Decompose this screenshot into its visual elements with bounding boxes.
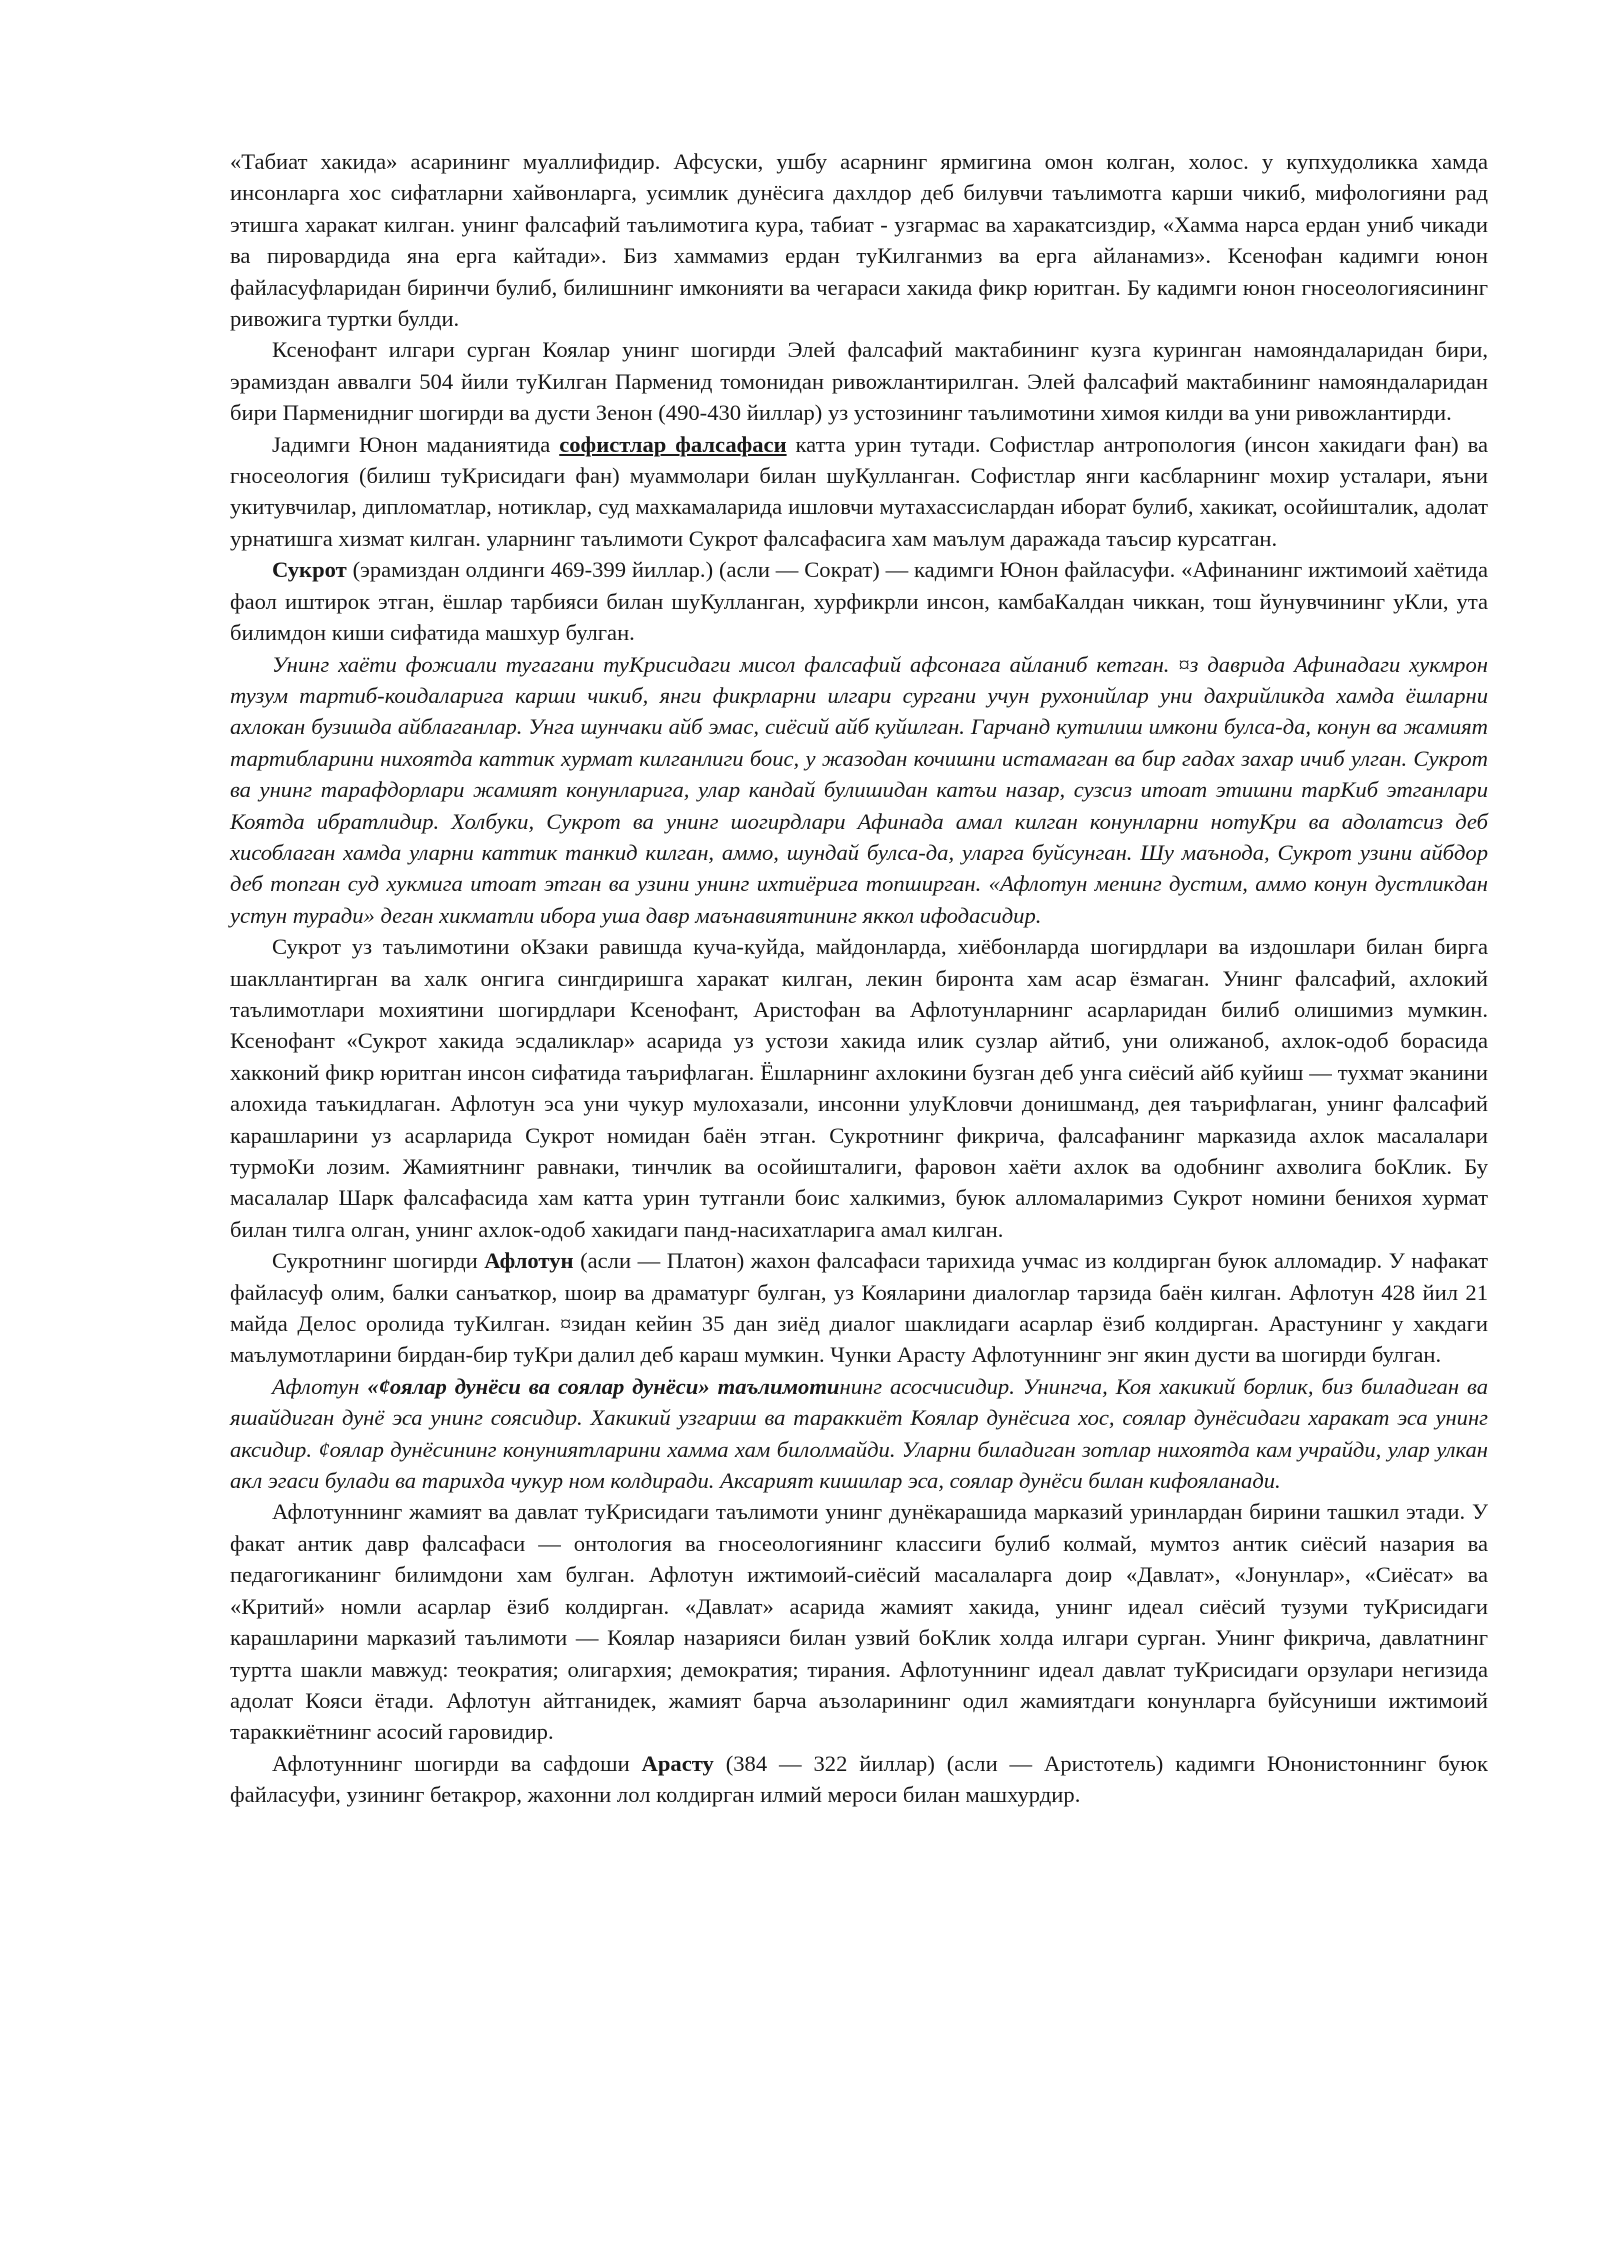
paragraph-10-body: (384 — 322 йиллар) (асли — Аристотель) кадимги Юнонистоннинг буюк файласуфи, узининг бетакрор, жахонни лол колдирган илмий мероси билан машхурдир. (230, 1750, 1488, 1808)
document-page (230, 146, 1488, 1811)
paragraph-4-body: (эрамиздан олдинги 469-399 йиллар.) (асли — Сократ) — кадимги Юнон файласуфи. «Афинанинг ижтимоий хаётида фаол иштирок этган, ёшлар тарбияси билан шуКулланган, хурфикрли инсон, камбаКалдан чиккан, тош йунувчининг уКли, ута билимдон киши сифатида машхур булган. (230, 557, 1488, 646)
paragraph-1: «Табиат хакида» асарининг муаллифидир. Афсуски, ушбу асарнинг ярмигина омон колган, холос. у купхудоликка хамда инсонларга хос сифатларни хайвонларга, усимлик дунёсига дахлдор деб билувчи таълимотга карши чикиб, мифологияни рад этишга харакат килган. унинг фалсафий таълимотига кура, табиат - узгармас ва харакатсиздир, «Хамма нарса ердан униб чикади ва пировардида яна ерга кайтади». Биз хаммамиз ердан туКилганмиз ва ерга айланамиз». Ксенофан кадимги юнон файласуфларидан биринчи булиб, билишнинг имконияти ва чегараси хакида фикр юритган. Бу кадимги юнон гносеологиясининг ривожига туртки булди. (230, 149, 1488, 332)
paragraph-8-lead: Афлотун (272, 1373, 368, 1399)
paragraph-5: Унинг хаёти фожиали тугагани туКрисидаги мисол фалсафий афсонага айланиб кетган. ¤з даврида Афинадаги хукмрон тузум тартиб-коидаларига карши чикиб, янги фикрларни илгари сургани учун рухонийлар уни дахрийликда хамда ёшларни ахлокан бузишда айблаганлар. Унга шунчаки айб эмас, сиёсий айб куйилган. Гарчанд кутилиш имкони булса-да, конун ва жамият тартибларини нихоятда каттик хурмат килганлиги боис, у жазодан кочишни истамаган ва бир гадах захар ичиб улган. Сукрот ва унинг тарафдорлари жамият конунларига, улар кандай булишидан катъи назар, сузсиз итоат этишни тарКиб этганлари Коятда ибратлидир. Холбуки, Сукрот ва унинг шогирдлари Афинада амал килган конунларни нотуКри ва адолатсиз деб хисоблаган хамда уларни каттик танкид килган, аммо, шундай булса-да, уларга буйсунган. Шу маънода, Сукрот узини айбдор деб топган суд хукмига итоат этган ва узини унинг ихтиёрига топширган. «Афлотун менинг дустим, аммо конун дустликдан устун туради» деган хикматли ибора уша давр маънавиятининг яккол ифодасидир. (230, 651, 1488, 928)
paragraph-2: Ксенофант илгари сурган Коялар унинг шогирди Элей фалсафий мактабининг кузга куринган намояндаларидан бири, эрамиздан аввалги 504 йили туКилган Парменид томонидан ривожлантирилган. Элей фалсафий мактабининг намояндаларидан бири Парменидниг шогирди ва дусти Зенон (490-430 йиллар) уз устозининг таълимотини химоя килди ва уни ривожлантирди. (230, 337, 1488, 426)
paragraph-3 (230, 429, 1488, 555)
paragraph-9: Афлотуннинг жамият ва давлат туКрисидаги таълимоти унинг дунёкарашида марказий уринлардан бирини ташкил этади. У факат антик давр фалсафаси — онтология ва гносеологиянинг классиги булиб колмай, мумтоз антик сиёсий назария ва педагогиканинг билимдони хам булган. Афлотун ижтимоий-сиёсий масалаларга доир «Давлат», «Јонунлар», «Сиёсат» ва «Критий» номли асарлар ёзиб колдирган. «Давлат» асарида жамият хакида, унинг идеал сиёсий тузуми туКрисидаги карашларини марказий таълимоти — Коялар назарияси билан узвий боКлик холда илгари сурган. Унинг фикрича, давлатнинг туртта шакли мавжуд: теократия; олигархия; демократия; тирания. Афлотуннинг идеал давлат туКрисидаги орзулари негизида адолат Кояси ётади. Афлотун айтганидек, жамият барча аъзоларининг одил жамиятдаги конунларга буйсуниши ижтимоий тараккиётнинг асосий гаровидир. (230, 1499, 1488, 1745)
paragraph-6: Сукрот уз таълимотини оКзаки равишда куча-куйда, майдонларда, хиёбонларда шогирдлари ва издошлари билан бирга шакллантирган ва халк онгига сингдиришга харакат килган, лекин биронта хам асар ёзмаган. Унинг фалсафий, ахлокий таълимотлари мохиятини шогирдлари Ксенофант, Аристофан ва Афлотунларнинг асарларидан билиб олишимиз мумкин. Ксенофант «Сукрот хакида эсдаликлар» асарида уз устози хакида илик сузлар айтиб, уни олижаноб, ахлок-одоб борасида хакконий фикр юритган инсон сифатида таърифлаган. Ёшларнинг ахлокини бузган деб унга сиёсий айб куйиш — тухмат эканини алохида таъкидлаган. Афлотун эса уни чукур мулохазали, инсонни улуКловчи донишманд, дея таърифлаган, унинг фалсафий карашларини уз асарларида Сукрот номидан баён этган. Сукротнинг фикрича, фалсафанинг марказида ахлок масалалари турмоКи лозим. Жамиятнинг равнаки, тинчлик ва осойишталиги, фаровон хаёти ахлок ва одобнинг ахволига боКлик. Бу масалалар Шарк фалсафасида хам катта урин тутганли боис халкимиз, буюк алломаларимиз Сукрот номини бенихоя хурмат билан тилга олган, унинг ахлок-одоб хакидаги панд-насихатларига амал килган. (230, 934, 1488, 1242)
plato-term: Афлотун (484, 1248, 574, 1274)
paragraph-10 (230, 1748, 1488, 1811)
paragraph-7 (230, 1245, 1488, 1371)
aristotle-term: Арасту (641, 1750, 714, 1776)
paragraph-7-lead: Сукротнинг шогирди (272, 1248, 485, 1274)
paragraph-3-lead: Јадимги Юнон маданиятида (272, 431, 560, 457)
sophists-philosophy-term: софистлар фалсафаси (559, 431, 787, 457)
theory-of-ideas-term: «¢оялар дунёси ва соялар дунёси» таълимоти (367, 1373, 840, 1399)
paragraph-7-body: (асли — Платон) жахон фалсафаси тарихида учмас из колдирган буюк алломадир. У нафакат файласуф олим, балки санъаткор, шоир ва драматург булган, уз Кояларини диалоглар тарзида баён килган. Афлотун 428 йил 21 майда Делос оролида туКилган. ¤зидан кейин 35 дан зиёд диалог шаклидаги асарлар ёзиб колдирган. Арастунинг у хакдаги маълумотларини бирдан-бир туКри далил деб караш мумкин. Чунки Арасту Афлотуннинг энг якин дусти ва шогирди булган. (230, 1248, 1488, 1368)
paragraph-8-body: нинг асосчисидир. Унингча, Коя хакикий борлик, биз биладиган ва яшайдиган дунё эса унинг соясидир. Хакикий узгариш ва тараккиёт Коялар дунёсига хос, соялар дунёсидаги харакат эса унинг аксидир. ¢оялар дунёсининг конуниятларини хамма хам билолмайди. Уларни биладиган зотлар нихоятда кам учрайди, улар улкан акл эгаси булади ва тарихда чукур ном колдиради. Аксарият кишилар эса, соялар дунёси билан кифояланади. (230, 1373, 1488, 1494)
paragraph-10-lead: Афлотуннинг шогирди ва сафдоши (272, 1750, 642, 1776)
socrates-term: Сукрот (272, 557, 347, 583)
paragraph-8 (230, 1371, 1488, 1497)
paragraph-4 (230, 554, 1488, 648)
paragraph-3-body: катта урин тутади. Софистлар антропология (инсон хакидаги фан) ва гносеология (билиш туКрисидаги фан) муаммолари билан шуКулланган. Софистлар янги касбларнинг мохир усталари, яъни укитувчилар, дипломатлар, нотиклар, суд махкамаларида ишловчи мутахассислардан иборат булиб, хакикат, осойишталик, адолат урнатишга хизмат килган. уларнинг таълимоти Сукрот фалсафасига хам маълум даражада таъсир курсатган. (230, 431, 1489, 551)
